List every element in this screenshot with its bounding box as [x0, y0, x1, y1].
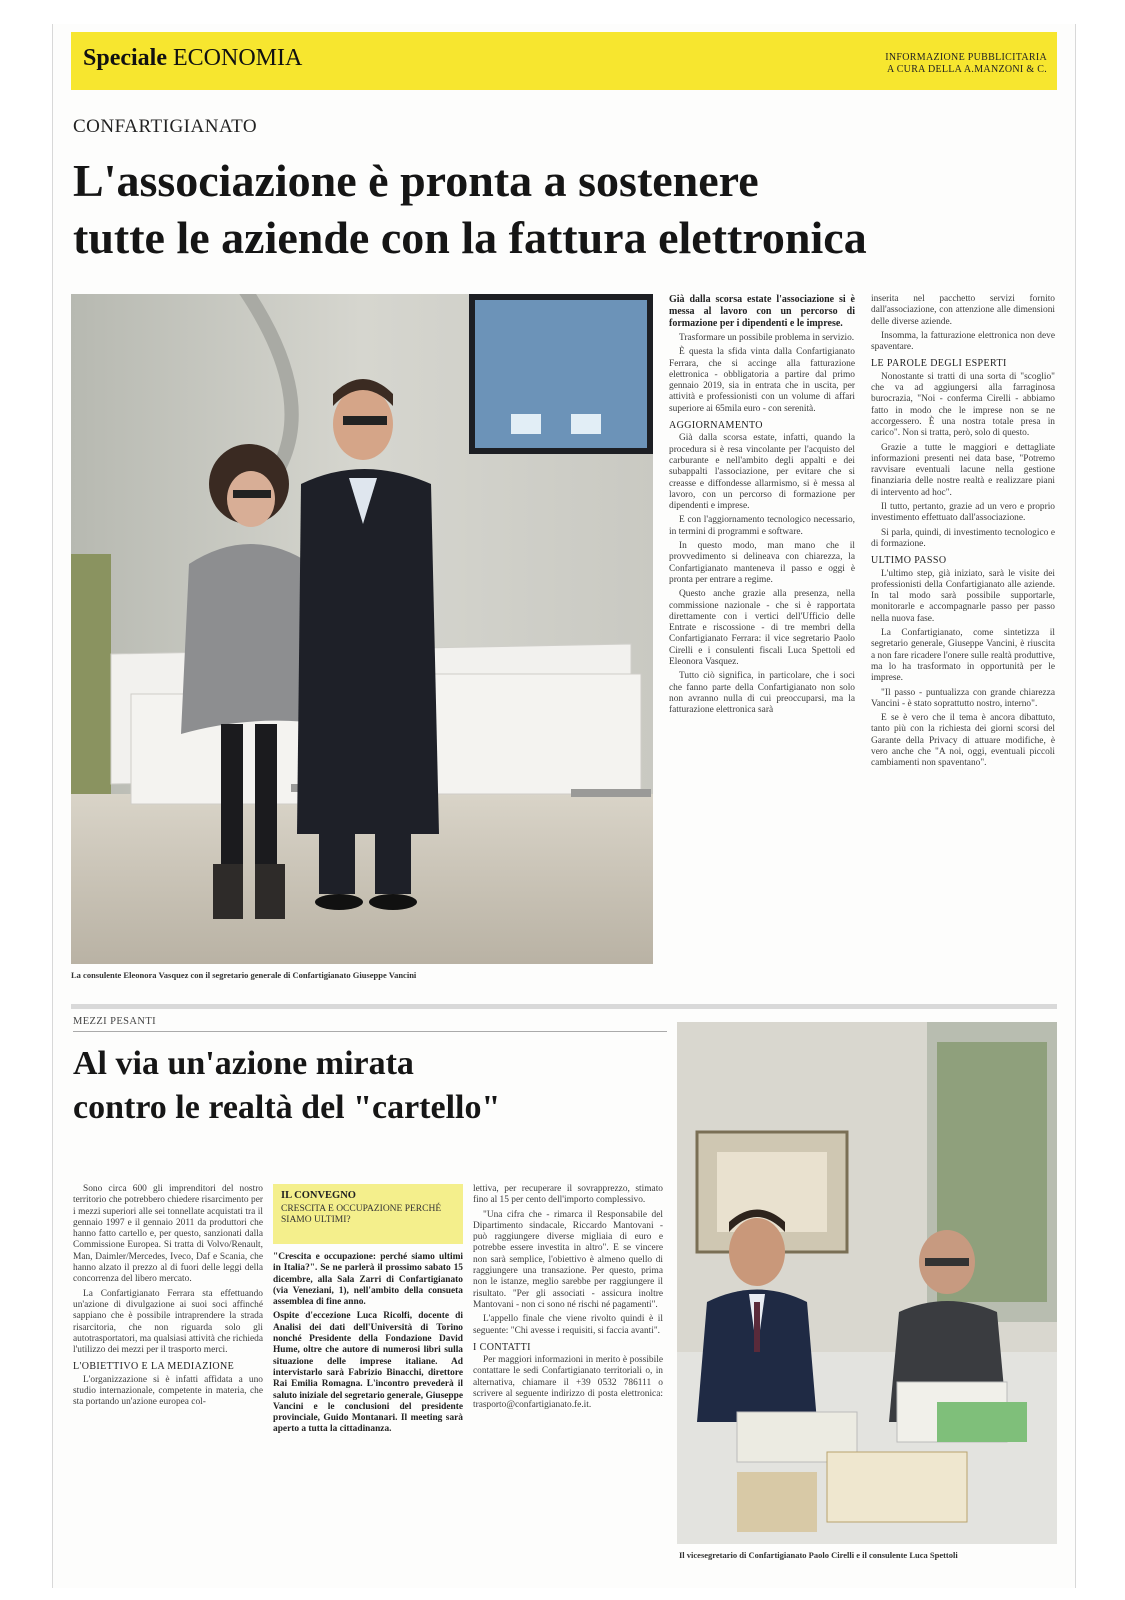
- paragraph: E con l'aggiornamento tecnologico necessario, in termini di programmi e software.: [669, 515, 855, 537]
- convegno-box-title: IL CONVEGNO: [281, 1190, 356, 1201]
- paragraph: Questo anche grazie alla presenza, nella commissione nazionale - che si è rapportata direttamente con i vertici dell'Ufficio delle Entrate e riscossione - di tre membri della Confartigianato Ferrara: il vice segretario Paolo Cirelli e i consulenti fiscali Luca Spettoli ed Eleonora Vasquez.: [669, 589, 855, 668]
- article1-column-1: [669, 294, 855, 972]
- article1-column-2: [871, 294, 1055, 972]
- paragraph: Grazie a tutte le maggiori e dettagliate informazioni presenti nei data base, "Potremo ravvisare eventuali lacune nella gestione finanziaria delle nostre realtà e realizzare piani di intervento ad hoc".: [871, 442, 1055, 498]
- subheading: L'OBIETTIVO E LA MEDIAZIONE: [73, 1361, 235, 1373]
- article2-column-3: [473, 1184, 663, 1574]
- paragraph: In questo modo, man mano che il provvedimento si delineava con chiarezza, la Confartigianato manteneva il passo e oggi è pronta per entrare a regime.: [669, 541, 855, 585]
- paragraph: Nonostante si tratti di una sorta di "scoglio" che va ad aggiungersi alla farraginosa burocrazia, "Noi - conferma Cirelli - abbiamo fatto in modo che le imprese non se ne accorgessero. È una nostra totale presa in carico". Non si tratta, però, solo di questo.: [871, 371, 1055, 439]
- article1-headline-line2: tutte le aziende con la fattura elettronica: [73, 212, 867, 263]
- paragraph: "Il passo - puntualizza con grande chiarezza Vancini - è stato soprattutto nostro, interno".: [871, 687, 1055, 709]
- paragraph: "Crescita e occupazione: perché siamo ultimi in Italia?". Se ne parlerà il prossimo sabato 15 dicembre, alla Sala Zarri di Confartigianato (via Veneziani, 1), nell'ambito della consueta assemblea di fine anno.: [273, 1252, 463, 1308]
- paragraph: Ospite d'eccezione Luca Ricolfi, docente di Analisi dei dati dell'Università di Torino nonché Presidente della Fondazione David Hume, oltre che autore di numerosi libri sulla situazione delle imprese italiane. Ad intervistarlo sarà Fabrizio Binacchi, direttore Rai Emilia Romagna. L'incontro prevederà il saluto iniziale del segretario generale, Giuseppe Vancini e le conclusioni del presidente provinciale, Guido Montanari. Il meeting sarà aperto a tutta la cittadinanza.: [273, 1311, 463, 1435]
- subheading: I CONTATTI: [473, 1341, 531, 1353]
- article2-photo-caption: Il vicesegretario di Confartigianato Paolo Cirelli e il consulente Luca Spettoli: [679, 1550, 958, 1560]
- article2-column-1: [73, 1184, 263, 1574]
- section-divider: [71, 1004, 1057, 1009]
- paragraph: Tutto ciò significa, in particolare, che i soci che fanno parte della Confartigianato non solo non avranno nulla di cui preoccuparsi, ma la fatturazione elettronica sarà: [669, 671, 855, 716]
- article2-column-2: [273, 1252, 463, 1574]
- paragraph: Si parla, quindi, di investimento tecnologico e di formazione.: [871, 527, 1055, 549]
- paragraph: Sono circa 600 gli imprenditori del nostro territorio che potrebbero chiedere risarcimento per i mezzi superiori alle sei tonnellate acquistati tra il gennaio 1997 e il gennaio 2011 da produttori che hanno fatto cartello e, per questo, sanzionati dalla Commissione Europea. Si tratta di Volvo/Renault, Man, Daimler/Mercedes, Iveco, Daf e Scania, che hanno alzato il prezzo al di fuori delle leggi della concorrenza del libero mercato.: [73, 1184, 263, 1285]
- section-title: [83, 45, 302, 72]
- convegno-box: [273, 1184, 463, 1244]
- subheading: ULTIMO PASSO: [871, 555, 947, 567]
- paragraph: inserita nel pacchetto servizi fornito dall'associazione, con attenzione alle dimensioni delle diverse aziende.: [871, 294, 1055, 327]
- paragraph: Il tutto, pertanto, grazie ad un vero e proprio investimento effettuato dall'associazione.: [871, 502, 1055, 524]
- meeting-photo-illustration: [677, 1022, 1057, 1544]
- article2-headline: [73, 1042, 673, 1130]
- paragraph: È questa la sfida vinta dalla Confartigianato Ferrara, che si accinge alla fatturazione elettronica - obbligatoria a partire dal primo gennaio 2019, sia in entrata che in uscita, per attività e professionisti con un volume di affari superiore ai 65mila euro - con serenità.: [669, 347, 855, 414]
- office-photo-illustration: [71, 294, 653, 964]
- convegno-box-subtitle: CRESCITA E OCCUPAZIONE PERCHÉ SIAMO ULTIMI?: [281, 1204, 442, 1225]
- article2-headline-line2: contro le realtà del "cartello": [73, 1089, 501, 1126]
- advertising-note-line2: A CURA DELLA A.MANZONI & C.: [886, 64, 1047, 75]
- article1-kicker: CONFARTIGIANATO: [73, 116, 258, 137]
- paragraph: La Confartigianato Ferrara sta effettuando un'azione di divulgazione ai suoi soci affinché sappiano che è possibile intraprendere la strada risarcitoria, che non riguarda solo gli autotrasportatori, ma qualsiasi attività che richieda l'utilizzo dei mezzi per il trasporto merci.: [73, 1288, 263, 1356]
- article2-headline-line1: Al via un'azione mirata: [73, 1045, 414, 1082]
- paragraph: La Confartigianato, come sintetizza il segretario generale, Giuseppe Vancini, è riuscita a non fare ricadere l'onere sulle realtà produttive, ma lo ha trasformato in opportunità per le imprese.: [871, 628, 1055, 684]
- paragraph: L'ultimo step, già iniziato, sarà le visite dei professionisti della Confartigianato alle aziende. In tal modo sarà possibile supportarle, monitorarle e accompagnarle passo per passo nella nuova fase.: [871, 568, 1055, 624]
- paragraph: Trasformare un possibile problema in servizio.: [679, 333, 855, 343]
- article1-headline: [73, 152, 1063, 266]
- article2-photo: [677, 1022, 1057, 1544]
- paragraph: "Una cifra che - rimarca il Responsabile del Dipartimento sindacale, Riccardo Mantovani - può raggiungere diverse migliaia di euro e potrebbe essere investita in altro". E se vincere non sarà semplice, l'obiettivo è almeno quello di raggiungere una transazione. Per questo, prima non le istanze, meglio sarebbe per raggiungere il risultato. "Per gli associati - assicura inoltre Mantovani - non ci sono né rischi né pagamenti".: [473, 1209, 663, 1310]
- paragraph: lettiva, per recuperare il sovrapprezzo, stimato fino al 15 per cento dell'importo complessivo.: [473, 1184, 663, 1206]
- section-banner: [71, 32, 1057, 90]
- kicker-rule: [73, 1031, 667, 1032]
- article1-photo: [71, 294, 653, 964]
- paragraph: E se è vero che il tema è ancora dibattuto, tanto più con la richiesta dei giorni scorsi del Garante della Privacy di attuare modifiche, è vero anche che "A noi, oggi, eventuali piccoli cambiamenti non spaventano".: [871, 713, 1055, 769]
- advertising-note: [885, 52, 1047, 76]
- article2-kicker: MEZZI PESANTI: [73, 1016, 157, 1027]
- paragraph: L'organizzazione si è infatti affidata a uno studio internazionale, competente in materia, che sta portando un'azione europea col-: [73, 1374, 263, 1408]
- section-title-bold: Speciale: [83, 45, 167, 71]
- article1-headline-line1: L'associazione è pronta a sostenere: [73, 155, 759, 206]
- advertising-note-line1: INFORMAZIONE PUBBLICITARIA: [885, 52, 1047, 63]
- section-title-rest: ECONOMIA: [173, 45, 303, 71]
- article1-photo-caption: La consulente Eleonora Vasquez con il segretario generale di Confartigianato Giuseppe Vancini: [71, 970, 417, 980]
- paragraph: L'appello finale che viene rivolto quindi è il seguente: "Chi avesse i requisiti, si faccia avanti".: [473, 1314, 663, 1336]
- paragraph: Per maggiori informazioni in merito è possibile contattare le sedi Confartigianato territoriali o, in alternativa, chiamare il +39 0532 786111 o scrivere al seguente indirizzo di posta elettronica: trasporto@confartigianato.fe.it.: [473, 1355, 663, 1411]
- subheading: LE PAROLE DEGLI ESPERTI: [871, 358, 1007, 370]
- paragraph: Già dalla scorsa estate, infatti, quando la procedura si è resa vincolante per l'acquisto del carburante e nell'ambito degli appalti e dei subappalti l'associazione, per evitare che si creasse e diffondesse allarmismo, si è messa al lavoro, con un percorso di formazione per dipendenti e imprese.: [669, 433, 855, 512]
- subheading: AGGIORNAMENTO: [669, 420, 763, 432]
- paragraph: Insomma, la fatturazione elettronica non deve spaventare.: [871, 330, 1055, 353]
- newspaper-page: [52, 24, 1076, 1588]
- article1-lead: Già dalla scorsa estate l'associazione si è messa al lavoro con un percorso di formazione per i dipendenti e le imprese.: [669, 294, 855, 329]
